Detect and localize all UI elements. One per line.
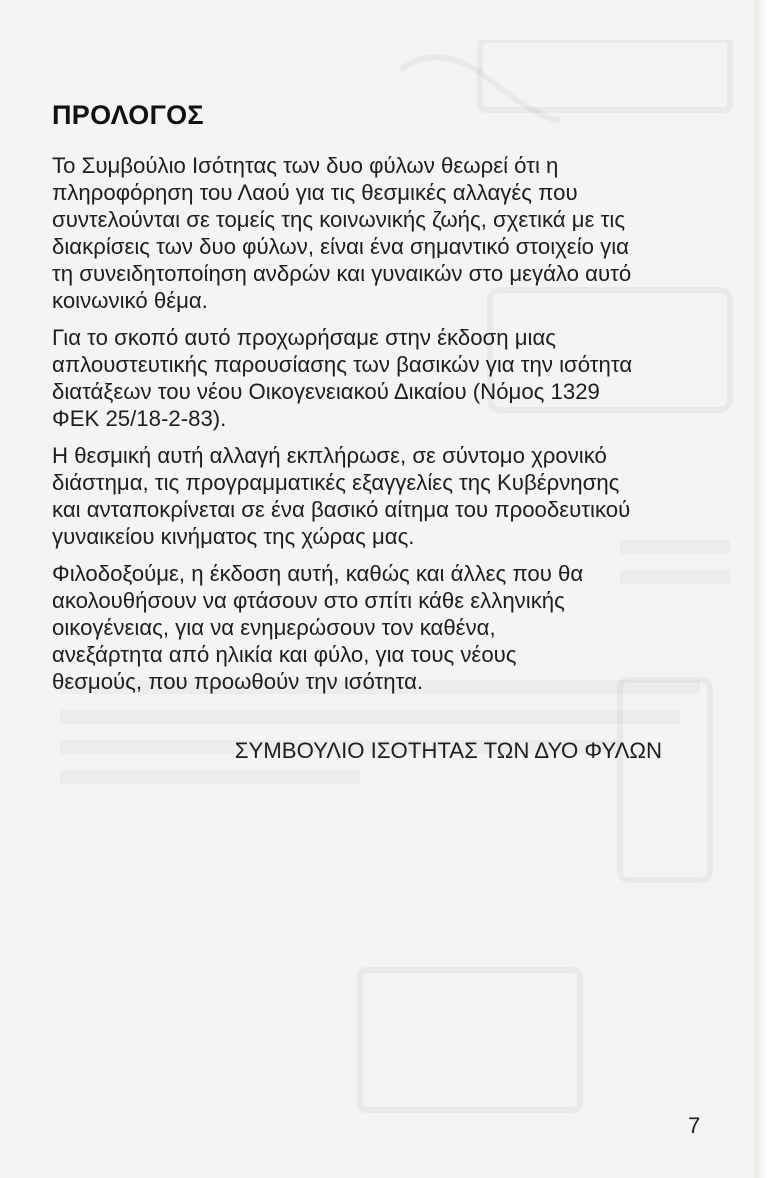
- text-line: συντελούνται σε τομείς της κοινωνικής ζωής, σχετικά με τις: [52, 207, 626, 232]
- text-line: κοινωνικό θέμα.: [52, 288, 208, 313]
- paragraph-2: [52, 324, 728, 432]
- preface-body: [52, 152, 728, 705]
- page-title: ΠΡΟΛΟΓΟΣ: [52, 100, 204, 130]
- text-line: Η θεσμική αυτή αλλαγή εκπλήρωσε, σε σύντομο χρονικό: [52, 443, 607, 468]
- text-line: Για το σκοπό αυτό προχωρήσαμε στην έκδοση μιας: [52, 325, 556, 350]
- text-line: οικογένειας, για να ενημερώσουν τον καθένα,: [52, 615, 496, 640]
- paragraph-3: [52, 442, 728, 550]
- text-line: ανεξάρτητα από ηλικία και φύλο, για τους νέους: [52, 642, 517, 667]
- text-line: πληροφόρηση του Λαού για τις θεσμικές αλλαγές που: [52, 180, 578, 205]
- text-line: ΦΕΚ 25/18-2-83).: [52, 406, 227, 431]
- paragraph-4: [52, 560, 728, 695]
- text-line: γυναικείου κινήματος της χώρας μας.: [52, 524, 415, 549]
- text-line: διακρίσεις των δυο φύλων, είναι ένα σημαντικό στοιχείο για: [52, 234, 629, 259]
- page-number: 7: [688, 1113, 701, 1138]
- text-line: διατάξεων του νέου Οικογενειακού Δικαίου (Νόμος 1329: [52, 379, 600, 404]
- signature: ΣΥΜΒΟΥΛΙΟ ΙΣΟΤΗΤΑΣ ΤΩΝ ΔΥΟ ΦΥΛΩΝ: [234, 738, 662, 763]
- page-edge: [755, 0, 767, 1178]
- text-line: θεσμούς, που προωθούν την ισότητα.: [52, 669, 424, 694]
- text-line: τη συνειδητοποίηση ανδρών και γυναικών στο μεγάλο αυτό: [52, 261, 632, 286]
- text-line: Το Συμβούλιο Ισότητας των δυο φύλων θεωρεί ότι η: [52, 153, 559, 178]
- text-line: απλουστευτικής παρουσίασης των βασικών για την ισότητα: [52, 352, 633, 377]
- text-line: Φιλοδοξούμε, η έκδοση αυτή, καθώς και άλλες που θα: [52, 561, 584, 586]
- text-line: διάστημα, τις προγραμματικές εξαγγελίες της Κυβέρνησης: [52, 470, 620, 495]
- text-line: και ανταποκρίνεται σε ένα βασικό αίτημα του προοδευτικού: [52, 497, 631, 522]
- text-line: ακολουθήσουν να φτάσουν στο σπίτι κάθε ελληνικής: [52, 588, 565, 613]
- paragraph-1: [52, 152, 728, 314]
